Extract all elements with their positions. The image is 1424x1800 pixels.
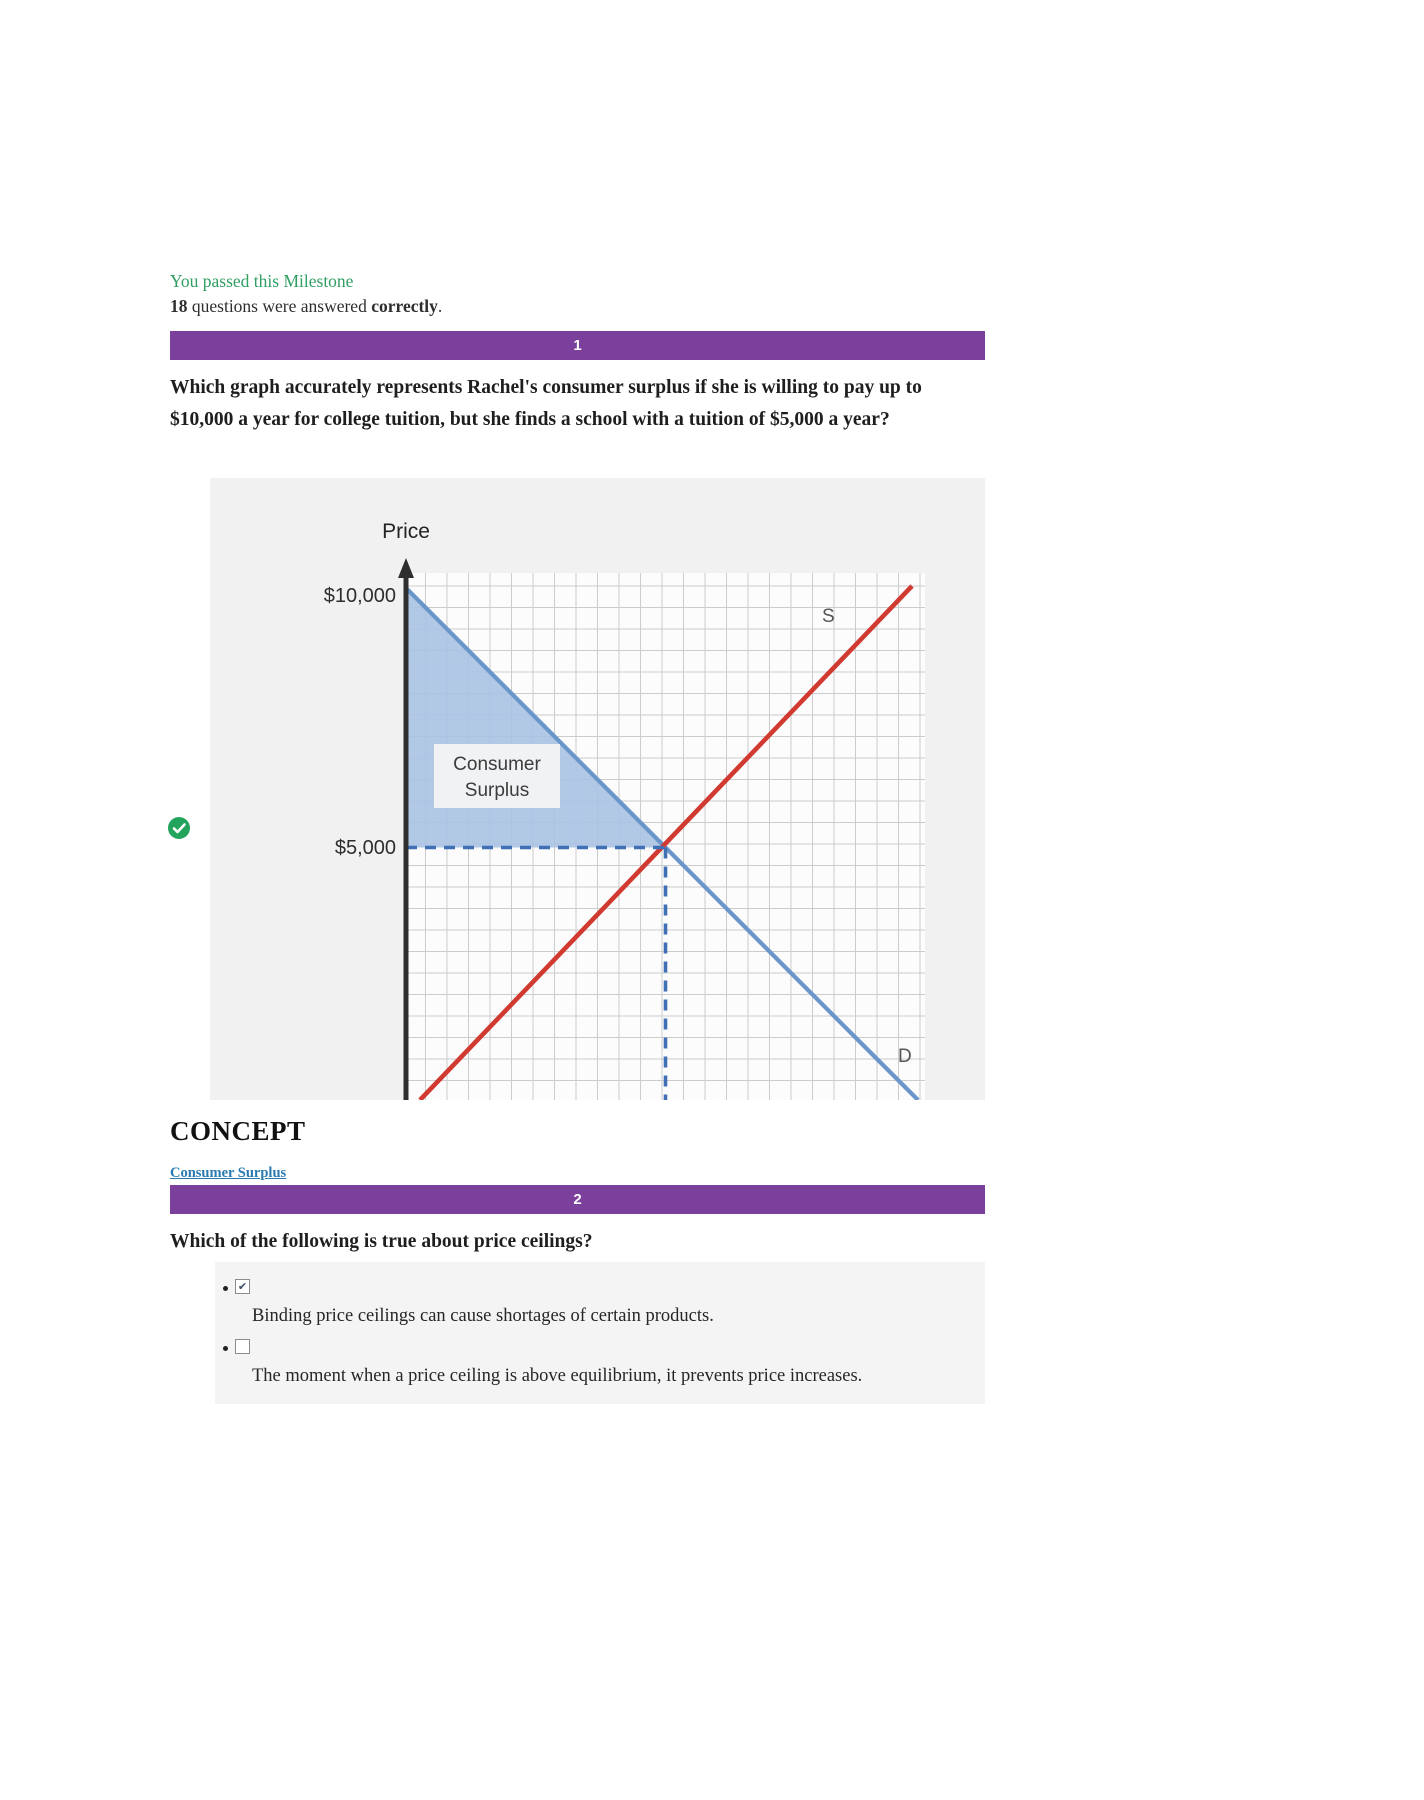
question-2-text: Which of the following is true about price ceilings? bbox=[170, 1231, 593, 1252]
checkbox-checked-icon[interactable]: ✔ bbox=[235, 1279, 250, 1294]
milestone-score-text: 18 questions were answered correctly. bbox=[170, 296, 443, 316]
concept-link[interactable]: Consumer Surplus bbox=[170, 1165, 287, 1181]
question-1-number: 1 bbox=[573, 337, 582, 354]
question-1-text: Which graph accurately represents Rachel's consumer surplus if she is willing to pay up to $10,000 a year for college tuition, but she finds a school with a tuition of $5,000 a year? bbox=[170, 377, 922, 430]
question-2-banner bbox=[170, 1185, 985, 1214]
bullet-icon bbox=[223, 1346, 228, 1351]
supply-curve-label: S bbox=[822, 606, 835, 627]
concept-heading: CONCEPT bbox=[170, 1116, 306, 1146]
price-axis-title: Price bbox=[382, 520, 430, 543]
option-row[interactable] bbox=[215, 1274, 985, 1328]
answer-graph-option[interactable] bbox=[210, 478, 985, 1100]
consumer-surplus-label-line1: Consumer bbox=[453, 754, 541, 775]
question-1-banner bbox=[170, 331, 985, 360]
y-tick-5000: $5,000 bbox=[334, 837, 396, 859]
bullet-icon bbox=[223, 1286, 228, 1291]
option-label: Binding price ceilings can cause shortages of certain products. bbox=[252, 1306, 714, 1326]
consumer-surplus-label-line2: Surplus bbox=[464, 780, 530, 801]
checkbox-unchecked-icon[interactable] bbox=[235, 1339, 250, 1354]
option-label: The moment when a price ceiling is above equilibrium, it prevents price increases. bbox=[252, 1366, 863, 1386]
correct-check-icon bbox=[168, 817, 190, 839]
milestone-passed-text: You passed this Milestone bbox=[170, 271, 354, 291]
correct-count: 18 bbox=[170, 296, 188, 316]
y-tick-10000: $10,000 bbox=[323, 585, 396, 607]
question-2-options bbox=[215, 1262, 985, 1404]
question-2-number: 2 bbox=[573, 1191, 582, 1208]
option-row[interactable] bbox=[215, 1334, 985, 1388]
supply-demand-graph bbox=[210, 478, 985, 1100]
demand-curve-label: D bbox=[898, 1046, 912, 1067]
